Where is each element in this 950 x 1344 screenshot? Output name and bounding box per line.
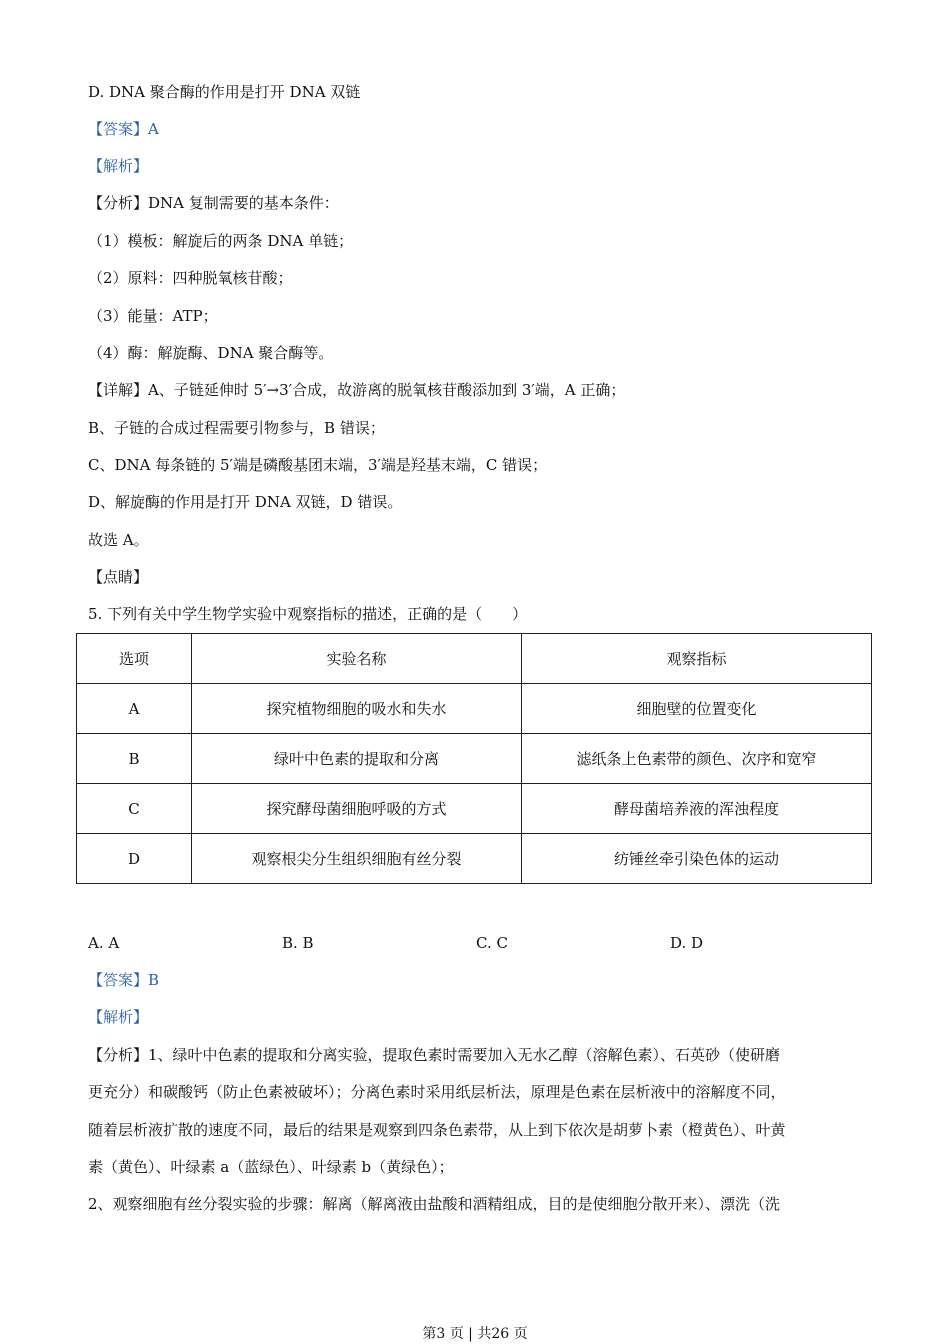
table-cell: 纺锤丝牵引染色体的运动 (522, 834, 872, 884)
answer-label: 【答案】B (88, 971, 160, 989)
table-row (77, 834, 872, 884)
text-line: （4）酶：解旋酶、DNA 聚合酶等。 (88, 344, 334, 362)
table-cell: A (77, 684, 192, 734)
option-d: D. D (670, 934, 704, 952)
table-cell: 探究植物细胞的吸水和失水 (192, 684, 522, 734)
table-header: 观察指标 (522, 634, 872, 684)
experiment-table (76, 633, 872, 884)
table-cell: C (77, 784, 192, 834)
analysis-label: 【解析】 (88, 1008, 149, 1026)
text-line: （3）能量：ATP； (88, 307, 218, 325)
text-line: 【详解】A、子链延伸时 5′→3′合成，故游离的脱氧核苷酸添加到 3′端，A 正确； (88, 381, 626, 399)
text-line: （2）原料：四种脱氧核苷酸； (88, 269, 293, 287)
text-line: 随着层析液扩散的速度不同，最后的结果是观察到四条色素带，从上到下依次是胡萝卜素（橙黄色）、叶黄 (88, 1121, 786, 1139)
table-header-row (77, 634, 872, 684)
option-c: C. C (476, 934, 508, 952)
table-row (77, 784, 872, 834)
text-line: 2、观察细胞有丝分裂实验的步骤：解离（解离液由盐酸和酒精组成，目的是使细胞分散开来）、漂洗（洗 (88, 1195, 781, 1213)
table-cell: 观察根尖分生组织细胞有丝分裂 (192, 834, 522, 884)
table-header: 实验名称 (192, 634, 522, 684)
table-cell: 酵母菌培养液的浑浊程度 (522, 784, 872, 834)
text-line: （1）模板：解旋后的两条 DNA 单链； (88, 232, 354, 250)
text-line: B、子链的合成过程需要引物参与，B 错误； (88, 419, 385, 437)
text-line: 故选 A。 (88, 531, 149, 549)
text-line: 【点睛】 (88, 568, 149, 586)
table-cell: 滤纸条上色素带的颜色、次序和宽窄 (522, 734, 872, 784)
table-cell: B (77, 734, 192, 784)
table-row (77, 684, 872, 734)
text-line: 【分析】DNA 复制需要的基本条件： (88, 194, 339, 212)
table-cell: D (77, 834, 192, 884)
text-line: C、DNA 每条链的 5′端是磷酸基团末端，3′端是羟基末端，C 错误； (88, 456, 548, 474)
text-line: 素（黄色）、叶绿素 a（蓝绿色）、叶绿素 b（黄绿色）； (88, 1158, 454, 1176)
table-row (77, 734, 872, 784)
option-a: A. A (88, 934, 120, 952)
text-line: D. DNA 聚合酶的作用是打开 DNA 双链 (88, 83, 361, 101)
option-b: B. B (282, 934, 314, 952)
question-stem: 5. 下列有关中学生物学实验中观察指标的描述，正确的是（ ） (88, 605, 528, 623)
table-cell: 绿叶中色素的提取和分离 (192, 734, 522, 784)
text-line: 更充分）和碳酸钙（防止色素被破坏）；分离色素时采用纸层析法，原理是色素在层析液中的溶解度不同， (88, 1083, 786, 1101)
text-line: D、解旋酶的作用是打开 DNA 双链，D 错误。 (88, 493, 403, 511)
text-line: 【分析】1、绿叶中色素的提取和分离实验，提取色素时需要加入无水乙醇（溶解色素）、石英砂（使研磨 (88, 1046, 781, 1064)
page-footer: 第3 页 | 共26 页 (422, 1326, 528, 1342)
analysis-label: 【解析】 (88, 157, 149, 175)
answer-label: 【答案】A (88, 120, 159, 138)
table-header: 选项 (77, 634, 192, 684)
table-cell: 探究酵母菌细胞呼吸的方式 (192, 784, 522, 834)
table-cell: 细胞壁的位置变化 (522, 684, 872, 734)
